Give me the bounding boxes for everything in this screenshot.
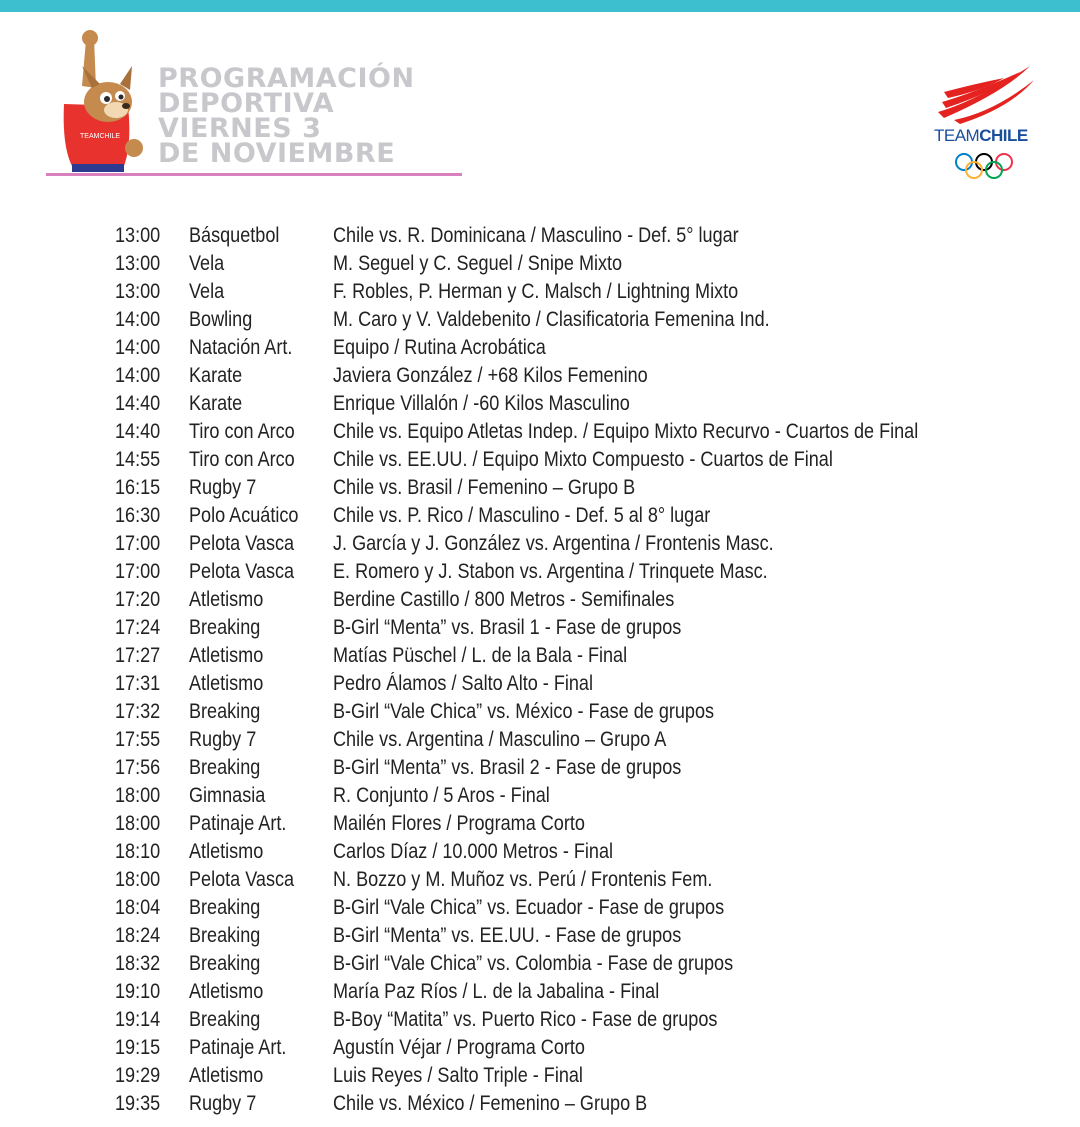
event-time: 18:24 — [115, 924, 161, 947]
schedule-row — [115, 754, 1014, 782]
event-sport: Pelota Vasca — [189, 560, 295, 583]
event-sport: Pelota Vasca — [189, 868, 295, 891]
schedule-row — [115, 334, 1014, 362]
event-description: Matías Püschel / L. de la Bala - Final — [333, 644, 628, 667]
logo-wordmark: TEAMCHILE — [934, 126, 1028, 145]
event-time: 17:00 — [115, 532, 161, 555]
event-sport: Karate — [189, 364, 243, 387]
event-sport: Rugby 7 — [189, 1092, 257, 1115]
event-sport: Gimnasia — [189, 784, 266, 807]
event-time: 19:14 — [115, 1008, 161, 1031]
mascot-shirt-text: TEAMCHILE — [80, 133, 121, 140]
schedule-row — [115, 950, 1014, 978]
event-sport: Básquetbol — [189, 224, 280, 247]
schedule-row — [115, 642, 1014, 670]
schedule-row — [115, 922, 1014, 950]
schedule-row — [115, 558, 1014, 586]
event-description: Mailén Flores / Programa Corto — [333, 812, 585, 835]
event-description: Chile vs. Argentina / Masculino – Grupo A — [333, 728, 667, 751]
schedule-row — [115, 614, 1014, 642]
schedule-row — [115, 446, 1014, 474]
event-sport: Tiro con Arco — [189, 448, 295, 471]
schedule-row — [115, 670, 1014, 698]
event-description: Berdine Castillo / 800 Metros - Semifinales — [333, 588, 675, 611]
schedule-row — [115, 726, 1014, 754]
schedule-row — [115, 810, 1014, 838]
event-time: 17:27 — [115, 644, 161, 667]
schedule-row — [115, 978, 1014, 1006]
event-description: B-Girl “Menta” vs. Brasil 1 - Fase de grupos — [333, 616, 682, 639]
event-sport: Karate — [189, 392, 243, 415]
event-time: 17:24 — [115, 616, 161, 639]
event-description: Javiera González / +68 Kilos Femenino — [333, 364, 648, 387]
event-sport: Rugby 7 — [189, 476, 257, 499]
schedule-row — [115, 698, 1014, 726]
event-sport: Breaking — [189, 616, 261, 639]
event-time: 19:35 — [115, 1092, 161, 1115]
schedule-row — [115, 1062, 1014, 1090]
event-sport: Atletismo — [189, 588, 264, 611]
event-description: Luis Reyes / Salto Triple - Final — [333, 1064, 583, 1087]
event-time: 14:00 — [115, 308, 161, 331]
schedule-row — [115, 418, 1014, 446]
event-time: 17:31 — [115, 672, 161, 695]
event-time: 17:32 — [115, 700, 161, 723]
event-sport: Breaking — [189, 1008, 261, 1031]
team-chile-logo — [930, 62, 1040, 182]
title-underline — [46, 173, 462, 176]
event-time: 14:00 — [115, 336, 161, 359]
event-description: F. Robles, P. Herman y C. Malsch / Lightning Mixto — [333, 280, 739, 303]
event-description: Chile vs. Equipo Atletas Indep. / Equipo Mixto Recurvo - Cuartos de Final — [333, 420, 919, 443]
event-time: 19:15 — [115, 1036, 161, 1059]
event-time: 19:29 — [115, 1064, 161, 1087]
event-sport: Vela — [189, 280, 225, 303]
event-description: R. Conjunto / 5 Aros - Final — [333, 784, 550, 807]
schedule-list — [115, 222, 1014, 1118]
schedule-row — [115, 530, 1014, 558]
event-description: Equipo / Rutina Acrobática — [333, 336, 546, 359]
event-time: 13:00 — [115, 280, 161, 303]
event-description: B-Girl “Menta” vs. Brasil 2 - Fase de grupos — [333, 756, 682, 779]
event-description: M. Seguel y C. Seguel / Snipe Mixto — [333, 252, 623, 275]
title-line: PROGRAMACIÓN — [158, 63, 415, 94]
schedule-row — [115, 278, 1014, 306]
event-time: 14:40 — [115, 392, 161, 415]
event-time: 17:20 — [115, 588, 161, 611]
event-time: 16:30 — [115, 504, 161, 527]
schedule-row — [115, 250, 1014, 278]
event-description: Chile vs. México / Femenino – Grupo B — [333, 1092, 648, 1115]
event-description: B-Girl “Vale Chica” vs. México - Fase de grupos — [333, 700, 715, 723]
event-time: 14:00 — [115, 364, 161, 387]
event-description: Chile vs. R. Dominicana / Masculino - Def. 5° lugar — [333, 224, 739, 247]
schedule-row — [115, 894, 1014, 922]
event-sport: Atletismo — [189, 980, 264, 1003]
mascot-illustration — [42, 26, 152, 176]
schedule-row — [115, 838, 1014, 866]
event-sport: Breaking — [189, 896, 261, 919]
event-time: 18:04 — [115, 896, 161, 919]
event-sport: Breaking — [189, 700, 261, 723]
event-time: 18:32 — [115, 952, 161, 975]
schedule-row — [115, 390, 1014, 418]
event-sport: Atletismo — [189, 644, 264, 667]
schedule-row — [115, 222, 1014, 250]
olympic-rings-icon — [954, 152, 1014, 182]
top-accent-bar — [0, 0, 1080, 12]
event-sport: Breaking — [189, 756, 261, 779]
schedule-row — [115, 586, 1014, 614]
event-description: Chile vs. Brasil / Femenino – Grupo B — [333, 476, 636, 499]
event-time: 17:55 — [115, 728, 161, 751]
event-description: E. Romero y J. Stabon vs. Argentina / Trinquete Masc. — [333, 560, 768, 583]
event-sport: Rugby 7 — [189, 728, 257, 751]
event-time: 18:00 — [115, 868, 161, 891]
event-description: Chile vs. P. Rico / Masculino - Def. 5 al 8° lugar — [333, 504, 711, 527]
event-description: Agustín Véjar / Programa Corto — [333, 1036, 585, 1059]
event-description: Enrique Villalón / -60 Kilos Masculino — [333, 392, 630, 415]
title-line: DEPORTIVA — [158, 88, 335, 119]
schedule-row — [115, 1034, 1014, 1062]
flame-emblem-icon — [934, 62, 1038, 124]
schedule-row — [115, 474, 1014, 502]
schedule-row — [115, 306, 1014, 334]
event-sport: Vela — [189, 252, 225, 275]
event-time: 18:00 — [115, 784, 161, 807]
page-title — [158, 63, 415, 169]
event-description: Carlos Díaz / 10.000 Metros - Final — [333, 840, 614, 863]
event-time: 14:40 — [115, 420, 161, 443]
event-description: B-Girl “Vale Chica” vs. Ecuador - Fase de grupos — [333, 896, 725, 919]
schedule-row — [115, 1090, 1014, 1118]
schedule-row — [115, 1006, 1014, 1034]
event-sport: Polo Acuático — [189, 504, 299, 527]
event-sport: Natación Art. — [189, 336, 293, 359]
event-sport: Atletismo — [189, 840, 264, 863]
event-sport: Atletismo — [189, 1064, 264, 1087]
event-time: 17:00 — [115, 560, 161, 583]
event-description: N. Bozzo y M. Muñoz vs. Perú / Frontenis Fem. — [333, 868, 713, 891]
event-description: J. García y J. González vs. Argentina / Frontenis Masc. — [333, 532, 774, 555]
event-time: 16:15 — [115, 476, 161, 499]
schedule-row — [115, 362, 1014, 390]
event-sport: Pelota Vasca — [189, 532, 295, 555]
event-sport: Patinaje Art. — [189, 1036, 287, 1059]
event-description: B-Girl “Vale Chica” vs. Colombia - Fase de grupos — [333, 952, 734, 975]
schedule-row — [115, 502, 1014, 530]
event-sport: Tiro con Arco — [189, 420, 295, 443]
event-description: Pedro Álamos / Salto Alto - Final — [333, 672, 593, 695]
event-time: 14:55 — [115, 448, 161, 471]
title-line: VIERNES 3 — [158, 113, 322, 144]
schedule-row — [115, 866, 1014, 894]
event-description: B-Girl “Menta” vs. EE.UU. - Fase de grupos — [333, 924, 682, 947]
event-description: María Paz Ríos / L. de la Jabalina - Final — [333, 980, 660, 1003]
event-description: Chile vs. EE.UU. / Equipo Mixto Compuesto - Cuartos de Final — [333, 448, 833, 471]
event-sport: Bowling — [189, 308, 253, 331]
schedule-row — [115, 782, 1014, 810]
event-time: 13:00 — [115, 252, 161, 275]
event-description: M. Caro y V. Valdebenito / Clasificatoria Femenina Ind. — [333, 308, 770, 331]
event-time: 17:56 — [115, 756, 161, 779]
event-time: 18:10 — [115, 840, 161, 863]
event-time: 19:10 — [115, 980, 161, 1003]
event-sport: Atletismo — [189, 672, 264, 695]
title-line: DE NOVIEMBRE — [158, 138, 396, 169]
event-sport: Breaking — [189, 924, 261, 947]
event-description: B-Boy “Matita” vs. Puerto Rico - Fase de grupos — [333, 1008, 718, 1031]
event-sport: Patinaje Art. — [189, 812, 287, 835]
event-time: 13:00 — [115, 224, 161, 247]
event-sport: Breaking — [189, 952, 261, 975]
event-time: 18:00 — [115, 812, 161, 835]
